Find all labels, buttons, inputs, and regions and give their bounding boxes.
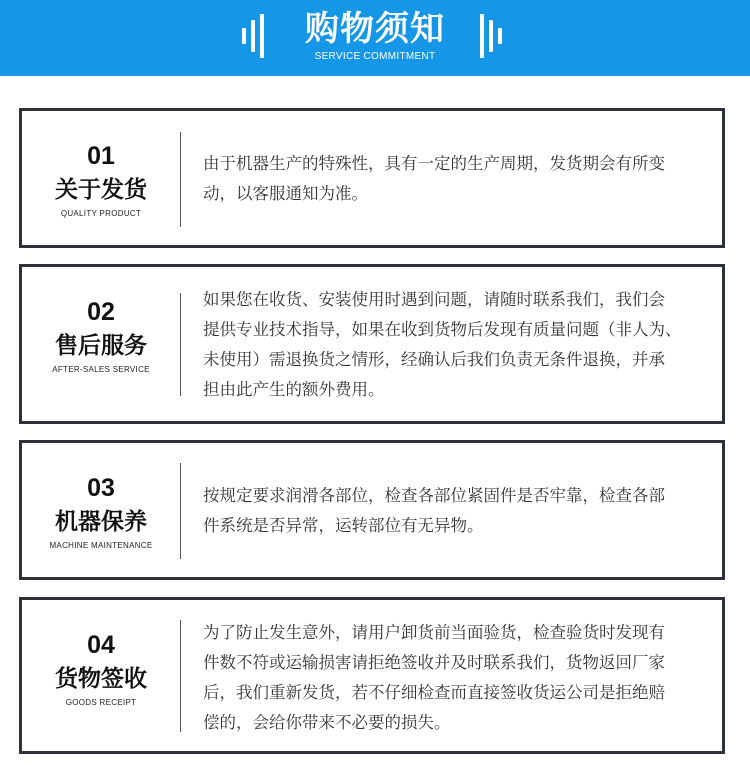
card-title: 机器保养 <box>55 509 147 535</box>
description-line: 后，我们重新发货，若不仔细检查而直接签收货运公司是拒绝赔 <box>203 683 665 702</box>
header-banner <box>0 0 750 76</box>
card-subtitle: MACHINE MAINTENANCE <box>49 541 153 550</box>
description-line: 件系统是否异常，运转部位有无异物。 <box>203 516 484 535</box>
card-heading <box>22 443 180 577</box>
card-heading <box>22 267 180 421</box>
card-number: 03 <box>87 474 115 502</box>
description-line: 为了防止发生意外，请用户卸货前当面验货，检查验货时发现有 <box>203 623 665 642</box>
card-title: 售后服务 <box>55 333 147 359</box>
notice-card-shipping <box>19 108 725 248</box>
description-line: 提供专业技术指导，如果在收到货物后发现有质量问题（非人为、 <box>203 320 682 339</box>
card-subtitle: QUALITY PRODUCT <box>60 209 142 218</box>
page-subtitle: SERVICE COMMITMENT <box>314 51 436 62</box>
description-line: 件数不符或运输损害请拒绝签收并及时联系我们，货物返回厂家 <box>203 653 665 672</box>
description-line: 由于机器生产的特殊性，具有一定的生产周期，发货期会有所变 <box>203 154 665 173</box>
card-subtitle: AFTER-SALES SERVICE <box>52 365 150 374</box>
card-title: 关于发货 <box>55 177 147 203</box>
notice-card-goods-receipt <box>19 597 725 754</box>
card-number: 01 <box>87 142 115 170</box>
card-title: 货物签收 <box>55 666 147 692</box>
card-subtitle: GOODS RECEIPT <box>65 698 137 707</box>
card-description <box>203 618 721 738</box>
card-heading <box>22 600 180 751</box>
card-divider <box>180 620 181 732</box>
description-line: 动，以客服通知为准。 <box>203 184 368 203</box>
card-number: 02 <box>87 298 115 326</box>
description-line: 如果您在收货、安装使用时遇到问题，请随时联系我们，我们会 <box>203 290 665 309</box>
description-line: 未使用）需退换货之情形，经确认后我们负责无条件退换，并承 <box>203 350 665 369</box>
card-description <box>203 285 721 405</box>
page-title: 购物须知 <box>305 9 445 49</box>
card-divider <box>180 463 181 559</box>
description-line: 担由此产生的额外费用。 <box>203 380 385 399</box>
card-description <box>203 481 721 541</box>
card-heading <box>22 111 180 245</box>
description-line: 偿的，会给你带来不必要的损失。 <box>203 713 451 732</box>
notice-card-maintenance <box>19 440 725 580</box>
description-line: 按规定要求润滑各部位，检查各部位紧固件是否牢靠，检查各部 <box>203 486 665 505</box>
card-number: 04 <box>87 631 115 659</box>
card-divider <box>180 293 181 396</box>
decorative-bars-right-icon <box>480 14 508 58</box>
card-description <box>203 149 721 209</box>
notice-card-after-sales <box>19 264 725 424</box>
card-divider <box>180 132 181 227</box>
